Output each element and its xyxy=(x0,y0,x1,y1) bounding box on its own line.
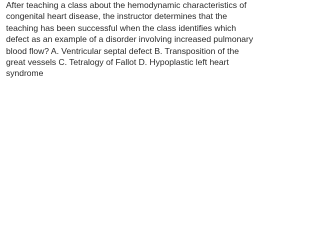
question-text: After teaching a class about the hemodynamic characteristics of congenital heart disease, the instructor determines that the teaching has been successful when the class identifies which defect as an example of a disorder involving increased pulmonary blood flow? A. Ventricular septal defect B. Transposition of the great vessels C. Tetralogy of Fallot D. Hypoplastic left heart syndrome xyxy=(6,0,254,79)
question-card xyxy=(0,0,261,88)
